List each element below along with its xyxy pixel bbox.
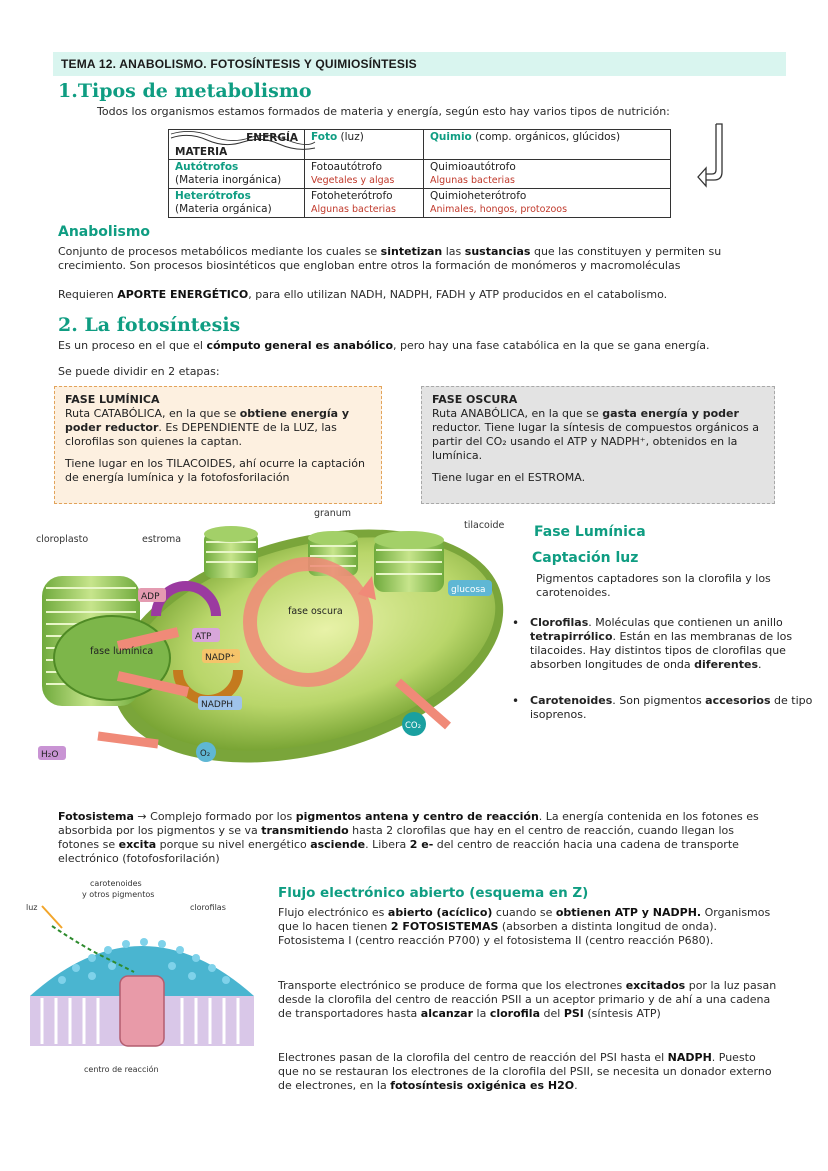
luminica-intro: Pigmentos captadores son la clorofila y los carotenoides. (536, 572, 771, 599)
bold-run: excitados (625, 979, 686, 992)
label-nadph: NADPH (201, 700, 234, 710)
header-foto-cell (305, 130, 424, 160)
luminica-subtitle: Captación luz (532, 550, 639, 566)
col-foto-sub: (luz) (340, 131, 364, 143)
col-quimio-sub: (comp. orgánicos, glúcidos) (475, 131, 621, 143)
anabolismo-p2 (58, 288, 778, 302)
bold-run: NADPH (667, 1051, 712, 1064)
text-run: del (540, 1007, 564, 1020)
text-run: . (758, 658, 762, 671)
text-run: Es un proceso en el que el (58, 339, 207, 352)
bold-run: Fotosistema (58, 810, 134, 823)
fotosistema-paragraph (58, 810, 778, 866)
flujo-title: Flujo electrónico abierto (esquema en Z) (278, 885, 589, 901)
label-otros-pigmentos: y otros pigmentos (82, 890, 155, 899)
header-banner (53, 52, 786, 76)
text-run: . Libera (365, 838, 410, 851)
bold-run: alcanzar (420, 1007, 474, 1020)
text-run: (síntesis ATP) (583, 1007, 661, 1020)
header-energy: ENERGÍA (246, 132, 298, 144)
section2-p1 (58, 339, 778, 353)
text-run: ESTROMA (527, 471, 582, 484)
bold-run: sustancias (464, 245, 531, 258)
text-run: Transporte electrónico se produce de forma que los electrones (278, 979, 626, 992)
banner-title: TEMA 12. ANABOLISMO. FOTOSÍNTESIS Y QUIMIOSÍNTESIS (61, 57, 417, 71)
text-run: las (442, 245, 465, 258)
label-nadp: NADP⁺ (205, 653, 235, 663)
label-fase-luminica (90, 646, 153, 657)
row2-quimio-ex: Animales, hongos, protozoos (430, 204, 568, 215)
col-quimio: Quimio (430, 131, 472, 143)
bold-run: transmitiendo (261, 824, 349, 837)
label-adp: ADP (141, 592, 160, 602)
text-run: → Complejo formado por los (133, 810, 296, 823)
row2-foto: Fotoheterótrofo (311, 190, 393, 202)
row2-foto-cell (305, 189, 424, 218)
text-run: Electrones pasan de la clorofila del centro de reacción del PSI hasta el (278, 1051, 668, 1064)
fase-luminica-box (54, 386, 382, 504)
bold-run: 2 e- (409, 838, 434, 851)
bold-run: diferentes (694, 658, 759, 671)
row2-sub: (Materia orgánica) (175, 203, 272, 215)
text-run: (absorben a distinta longitud de onda). Fotosistema I (centro reacción P700) y el fotosistema II (centro reacción P680). (278, 920, 718, 947)
header-corner-cell (169, 130, 305, 160)
text-run: , para ello utilizan NADH, NADPH, FADH y ATP producidos en el catabolismo. (248, 288, 668, 301)
section1-title: 1.Tipos de metabolismo (58, 80, 312, 102)
text-run: Requieren (58, 288, 118, 301)
bold-run: obtiene energía y poder reductor (65, 407, 350, 434)
bold-run: abierto (acíclico) (387, 906, 493, 919)
row2-name: Heterótrofos (175, 190, 251, 202)
anabolismo-title: Anabolismo (58, 224, 151, 240)
label-clorofilas: clorofilas (190, 903, 226, 912)
label-fase-luminica-text: fase lumínica (90, 646, 154, 657)
label-co2: CO₂ (405, 721, 422, 731)
reaction-center (120, 976, 164, 1046)
text-run: . (574, 1079, 578, 1092)
label-luz: luz (26, 903, 38, 912)
bold-run: Carotenoides (530, 694, 613, 707)
section1-intro: Todos los organismos estamos formados de materia y energía, según esto hay varios tipos de nutrición: (97, 105, 670, 118)
bold-run: gasta energía y poder (602, 407, 739, 420)
row1-foto: Fotoautótrofo (311, 161, 383, 173)
text-run: porque su nivel energético (156, 838, 311, 851)
bold-run: accesorios (705, 694, 771, 707)
label-carotenoides: carotenoides (90, 879, 142, 888)
row1-foto-cell (305, 160, 424, 189)
bold-run: sintetizan (380, 245, 443, 258)
text-run: Tiene lugar en el (432, 471, 528, 484)
row1-quimio-cell (424, 160, 671, 189)
anabolismo-p1 (58, 245, 778, 273)
text-run: de tipo isoprenos. (530, 694, 813, 721)
bold-run: 2 FOTOSISTEMAS (390, 920, 499, 933)
light-ray-icon (42, 906, 62, 928)
bold-run: tetrapirrólico (530, 630, 613, 643)
fase-oscura-box-location (432, 471, 764, 485)
label-fase-oscura (288, 606, 343, 617)
flujo-p1 (278, 906, 778, 948)
bullet-clorofilas (530, 616, 814, 672)
text-run: reductor. Tiene lugar la síntesis de compuestos orgánicos a partir del CO₂ usando el ATP y NADPH⁺, obtenidos en la lumínica. (432, 421, 759, 462)
text-run: . Moléculas que contienen un anillo (588, 616, 783, 629)
row1-name: Autótrofos (175, 161, 239, 173)
label-estroma: estroma (142, 534, 182, 545)
label-o2: O₂ (200, 749, 211, 759)
luminica-title: Fase Lumínica (534, 524, 646, 540)
header-matter: MATERIA (175, 146, 228, 158)
label-tilacoide: tilacoide (464, 520, 505, 531)
bold-run: clorofila (489, 1007, 540, 1020)
text-run: Ruta ANABÓLICA, en la que se (432, 407, 603, 420)
label-h2o: H₂O (41, 750, 59, 760)
row2-foto-ex: Algunas bacterias (311, 204, 396, 215)
hook-arrow-icon (694, 122, 728, 188)
fase-oscura-box (421, 386, 775, 504)
text-run: cuando se (492, 906, 556, 919)
bold-run: Clorofilas (530, 616, 589, 629)
metabolism-table (168, 129, 671, 218)
text-run: Flujo electrónico es (278, 906, 388, 919)
text-run: la (473, 1007, 490, 1020)
label-atp: ATP (195, 632, 212, 642)
bold-run: pigmentos antena y centro de reacción (295, 810, 539, 823)
granum-stack-top-1 (204, 526, 258, 578)
flujo-p3 (278, 1051, 778, 1093)
text-run: Conjunto de procesos metabólicos mediante los cuales se (58, 245, 381, 258)
bold-run: asciende (310, 838, 366, 851)
text-run: hasta 2 clorofilas que hay en el centro de reacción, cuando llegan los fotones se (58, 824, 734, 851)
label-granum: granum (314, 508, 352, 519)
label-cloroplasto: cloroplasto (36, 534, 89, 545)
bold-run: fotosíntesis oxigénica es H2O (390, 1079, 575, 1092)
bold-run: APORTE ENERGÉTICO (117, 288, 249, 301)
row1-foto-ex: Vegetales y algas (311, 175, 395, 186)
bullet-carotenoides (530, 694, 814, 722)
label-centro-reaccion: centro de reacción (84, 1065, 159, 1074)
flujo-p2 (278, 979, 778, 1021)
row2-name-cell (169, 189, 305, 218)
photosystem-diagram (22, 876, 262, 1076)
text-run: Organismos que lo hacen tienen (278, 906, 771, 933)
fase-oscura-box-text (432, 407, 764, 463)
row2-quimio: Quimioheterótrofo (430, 190, 527, 202)
bold-run: obtienen ATP y NADPH. (555, 906, 702, 919)
row1-quimio-ex: Algunas bacterias (430, 175, 515, 186)
row1-quimio: Quimioautótrofo (430, 161, 516, 173)
fase-luminica-box-location: Tiene lugar en los TILACOIDES, ahí ocurre la captación de energía lumínica y la fotofosforilación (65, 457, 365, 484)
col-foto: Foto (311, 131, 338, 143)
text-run: . La energía contenida en los fotones es absorbida por los pigmentos y se va (58, 810, 759, 837)
row1-name-cell (169, 160, 305, 189)
bold-run: excita (118, 838, 157, 851)
text-run: . Es DEPENDIENTE de la LUZ, las clorofilas son quienes la captan. (65, 421, 337, 448)
row2-quimio-cell (424, 189, 671, 218)
section2-title: 2. La fotosíntesis (58, 314, 241, 336)
label-fase-oscura-text: fase oscura (288, 606, 343, 617)
section2-p2: Se puede dividir en 2 etapas: (58, 365, 220, 378)
text-run: , pero hay una fase catabólica en la que se gana energía. (393, 339, 710, 352)
text-run: Ruta CATABÓLICA, en la que se (65, 407, 240, 420)
label-glucosa: glucosa (451, 585, 486, 595)
header-quimio-cell (424, 130, 671, 160)
bold-run: PSI (563, 1007, 584, 1020)
text-run: . Están en las membranas de los tilacoides. Hay distintos tipos de clorofilas que absorben longitudes de onda (530, 630, 793, 671)
bold-run: cómputo general es anabólico (206, 339, 394, 352)
text-run: . Son pigmentos (612, 694, 706, 707)
fase-luminica-box-text (65, 407, 371, 449)
row1-sub: (Materia inorgánica) (175, 174, 282, 186)
text-run: . (581, 471, 586, 484)
text-run: por la luz pasan desde la clorofila del centro de reacción PSII a un aceptor primario y de ahí a una cadena de transportadores hasta (278, 979, 777, 1020)
fase-luminica-box-title: FASE LUMÍNICA (65, 393, 160, 406)
text-run: del centro de reacción hacia una cadena de transporte electrónico (fotofosforilación) (58, 838, 739, 865)
fase-oscura-box-title: FASE OSCURA (432, 393, 518, 406)
chloroplast-diagram (28, 506, 512, 766)
granum-stack-right (374, 531, 444, 592)
text-run: . Puesto que no se restauran los electrones de la clorofila del PSII, se necesita un donador externo de electrones, en la (278, 1051, 772, 1092)
text-run: que las constituyen y permiten su crecimiento. Son procesos biosintéticos que engloban entre otros la formación de monómeros y macromoléculas (58, 245, 722, 272)
